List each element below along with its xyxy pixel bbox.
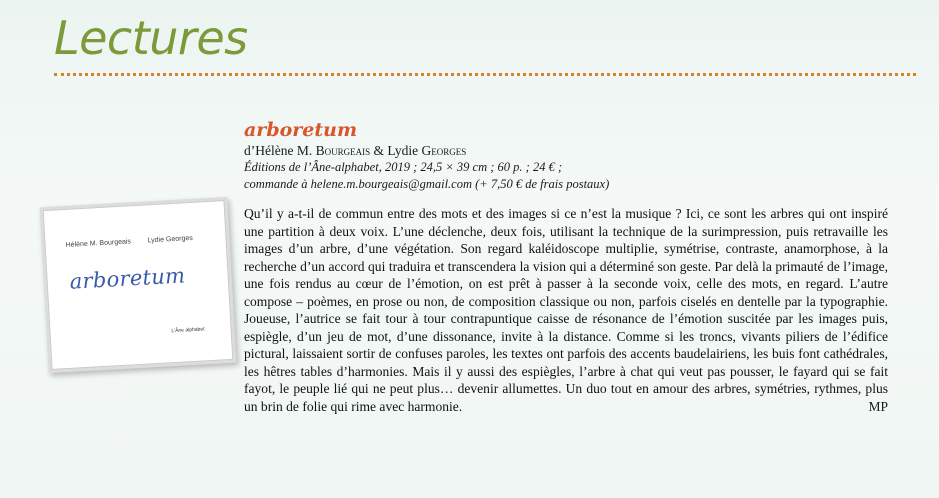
book-cover-image bbox=[40, 197, 237, 373]
review-signature: MP bbox=[868, 398, 888, 414]
cover-author-2: Lydie Georges bbox=[147, 234, 193, 245]
byline bbox=[244, 142, 888, 159]
cover-publisher-logo: L'Âne alphabet bbox=[171, 326, 205, 335]
order-info: commande à helene.m.bourgeais@gmail.com (+ 7,50 € de frais postaux) bbox=[244, 177, 610, 191]
byline-amp: & bbox=[370, 143, 388, 158]
review-body-text: Qu’il y a-t-il de commun entre des mots et des images si ce n’est la musique ? Ici, ce sont les arbres qui ont inspiré une partition à deux voix. L’une déclenche, deux fois, utilisant la technique de la surimpression, puis retravaille les images d’un arbre, d’une végétation. Son regard kaléidoscope multiplie, symétrise, contraste, anamorphose, à la recherche d’un accord qui traduira et transcendera la vision qui a déterminé son geste. Par delà la primauté de l’image, une fois rendus au cœur de l’émotion, on est prêt à passer à la seconde voix, celle des mots, en regard. L’autre compose – poèmes, en prose ou non, de composition classique ou non, parfois ciselés en dentelle par la typographie. Joueuse, l’autrice se fait tour à tour contrapuntique caisse de résonance de l’émotion suscitée par les images puis, espiègle, d’un jeu de mot, d’une dissonance, invite à la distance. Comme si les troncs, vivants piliers de l’édifice pictural, laissaient sortir de confuses paroles, les textes ont parfois des accents baudelairiens, les buis font cathédrales, les hêtres tables d’harmonies. Mais il y aussi des espiègles, l’arbre à chat qui veut pas pousser, le fayard qui se fait fayot, le peuple lié qui ne peut plus… devenir allumettes. Un duo tout en amour des arbres, symétries, rythmes, plus un brin de folie qui rime avec harmonie. bbox=[244, 206, 888, 414]
edition-info: Éditions de l’Âne-alphabet, 2019 ; 24,5 × 39 cm ; 60 p. ; 24 € ; bbox=[244, 160, 563, 174]
cover-author-1: Hélène M. Bourgeais bbox=[65, 238, 132, 249]
book-title: arboretum bbox=[244, 119, 358, 141]
section-title: Lectures bbox=[54, 11, 248, 65]
review-body bbox=[244, 205, 888, 415]
author1-first: Hélène M. bbox=[255, 143, 316, 158]
dotted-divider bbox=[54, 73, 916, 76]
author1-last: Bourgeais bbox=[315, 143, 371, 158]
byline-prefix: d’ bbox=[244, 143, 256, 158]
book-cover bbox=[43, 200, 234, 370]
author2-first: Lydie bbox=[387, 143, 422, 158]
cover-title: arboretum bbox=[69, 263, 186, 294]
author2-last: Georges bbox=[421, 143, 467, 158]
review-article bbox=[244, 118, 888, 415]
